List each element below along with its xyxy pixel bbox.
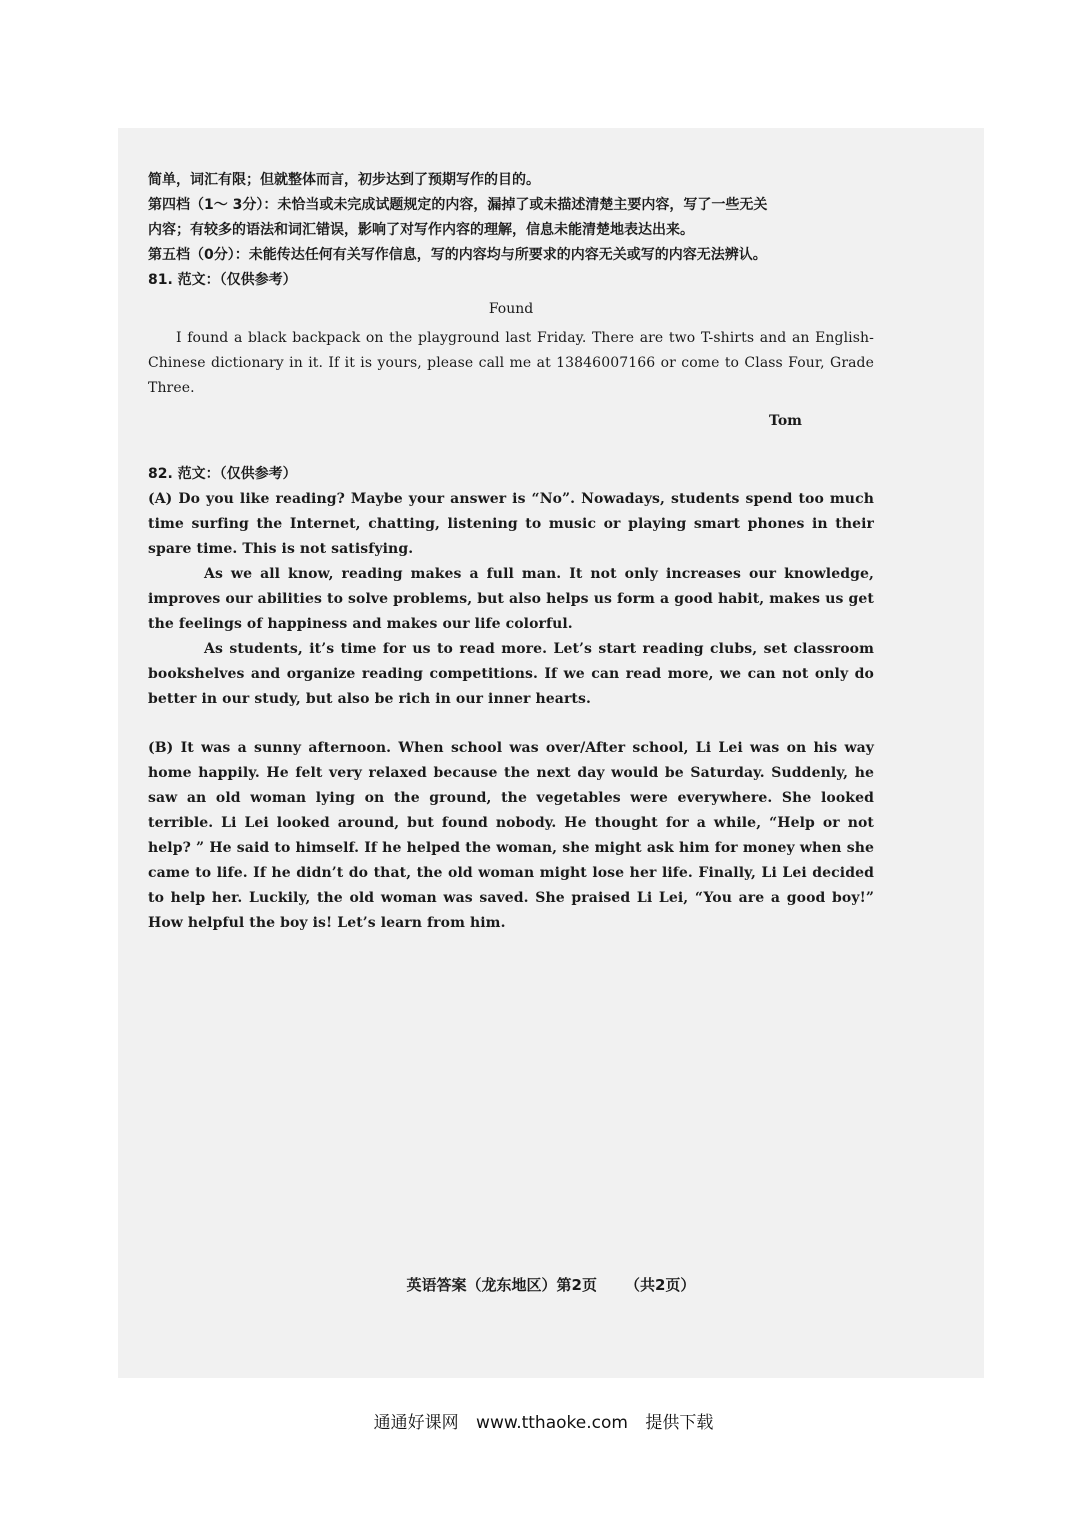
q82-heading: 82. 范文：（仅供参考）	[148, 466, 297, 482]
site-tail: 提供下载	[645, 1413, 714, 1433]
page-footer	[118, 1274, 984, 1295]
grading-line-2: 第四档（1～ 3分）：未恰当或未完成试题规定的内容，漏掉了或未描述清楚主要内容，写了一些无关	[148, 197, 768, 213]
q81-title: Found	[488, 301, 534, 317]
grading-line-1: 简单，词汇有限；但就整体而言，初步达到了预期写作的目的。	[148, 172, 540, 188]
q81-heading: 81. 范文：（仅供参考）	[148, 272, 297, 288]
grading-line-3: 内容；有较多的语法和词汇错误，影响了对写作内容的理解，信息未能清楚地表达出来。	[148, 222, 694, 238]
site-name: 通通好课网	[373, 1413, 459, 1433]
total-pages-label: （共2页）	[625, 1276, 696, 1294]
answer-content	[148, 168, 874, 936]
site-footer	[0, 1408, 1087, 1433]
q82-a-paragraph-3: As students, it’s time for us to read more. Let’s start reading clubs, set classroom bookshelves and organize reading competitions. If we can read more, we can not only do better in our study, but also be rich in our inner hearts.	[148, 641, 874, 707]
q82-a-paragraph-2: As we all know, reading makes a full man. It not only increases our knowledge, improves our abilities to solve problems, but also helps us form a good habit, makes us get the feelings of happiness and makes our life colorful.	[148, 566, 874, 632]
q81-signature: Tom	[769, 413, 802, 429]
grading-line-4: 第五档（0分）：未能传达任何有关写作信息，写的内容均与所要求的内容无关或写的内容无法辨认。	[148, 247, 767, 263]
q82-b-paragraph: (B) It was a sunny afternoon. When school was over/After school, Li Lei was on his way home happily. He felt very relaxed because the next day would be Saturday. Suddenly, he saw an old woman lying on the ground, the vegetables were everywhere. She looked terrible. Li Lei looked around, but found nobody. He thought for a while, “Help or not help? ” He said to himself. If he helped the woman, she might ask him for money when she came to life. If he didn’t do that, the old woman might lose her life. Finally, Li Lei decided to help her. Luckily, the old woman was saved. She praised Li Lei, “You are a good boy!” How helpful the boy is! Let’s learn from him.	[148, 740, 874, 931]
scanned-page	[118, 128, 984, 1378]
site-url[interactable]: www.tthaoke.com	[476, 1413, 628, 1433]
q82-a-paragraph-1: (A) Do you like reading? Maybe your answer is “No”. Nowadays, students spend too much time surfing the Internet, chatting, listening to music or playing smart phones in their spare time. This is not satisfying.	[148, 491, 874, 557]
q81-body: I found a black backpack on the playground last Friday. There are two T-shirts and an English-Chinese dictionary in it. If it is yours, please call me at 13846007166 or come to Class Four, Grade Three.	[148, 330, 874, 396]
page-number-label: 英语答案（龙东地区）第2页	[406, 1276, 597, 1294]
